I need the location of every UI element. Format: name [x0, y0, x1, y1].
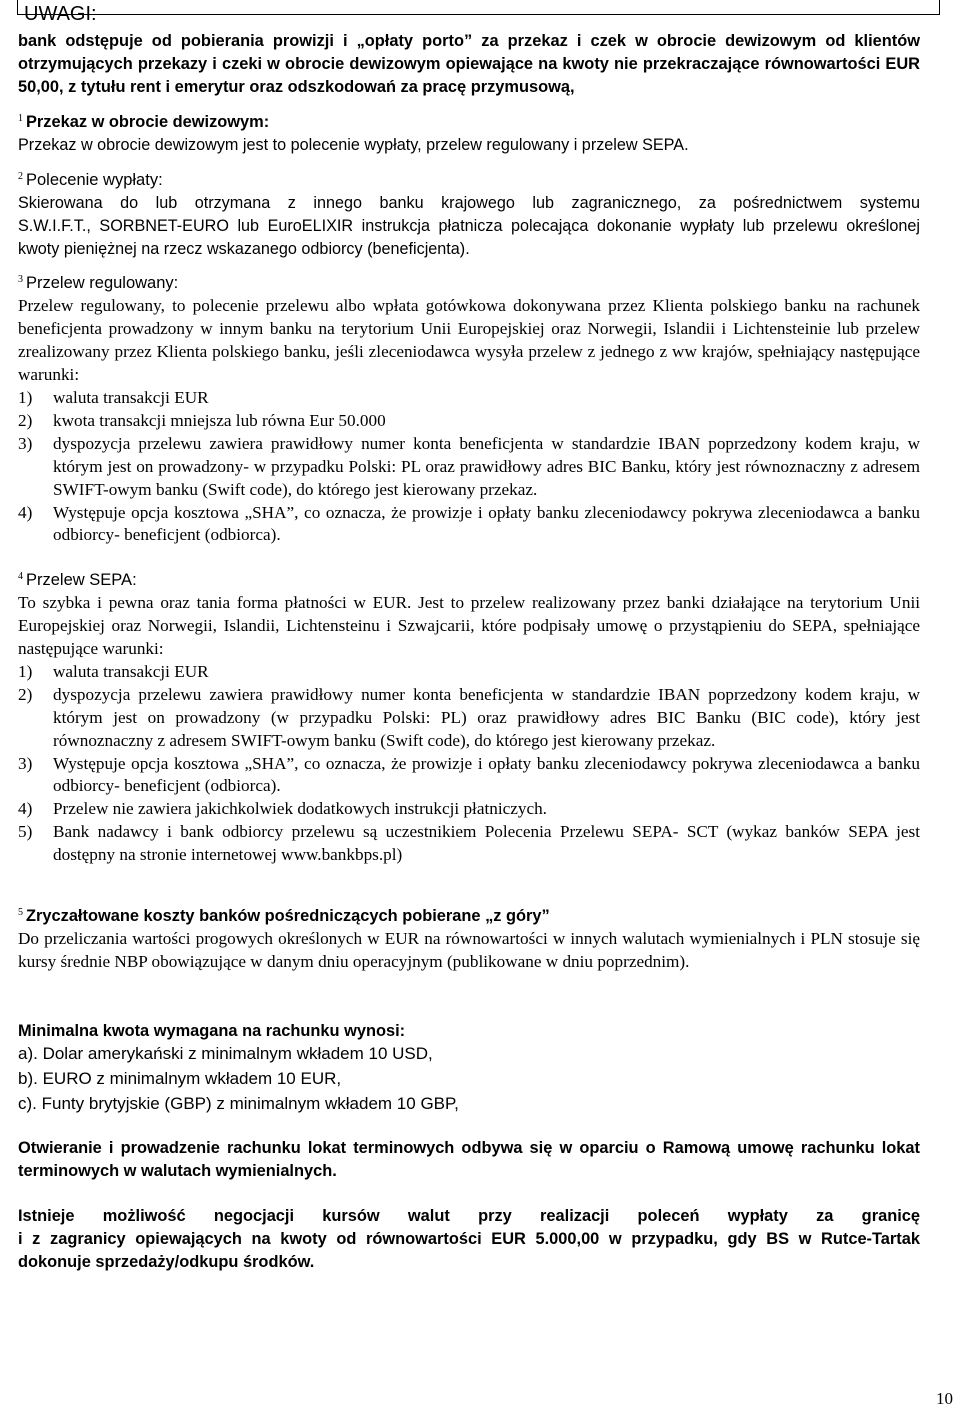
section-1-heading: Przekaz w obrocie dewizowym: — [26, 113, 270, 131]
document-body — [18, 30, 920, 1274]
fx-negotiation-note-line1: Istnieje możliwość negocjacji kursów walut przy realizacji poleceń wypłaty za granicę — [18, 1207, 920, 1226]
list-item: 4) Przelew nie zawiera jakichkolwiek dodatkowych instrukcji płatniczych. — [18, 799, 547, 819]
section-2-title — [18, 169, 920, 192]
footnote-2-marker: 2 — [18, 170, 23, 182]
intro-paragraph: bank odstępuje od pobierania prowizji i „opłaty porto” za przekaz i czek w obrocie dewizowym od klientów otrzymujących przekazy i czeki w obrocie dewizowym opiewające na kwoty nie przekraczające równowartości EUR 50,00, z tytułu rent i emerytur oraz odszkodowań za pracę przymusową, — [18, 32, 920, 96]
list-item: 1) waluta transakcji EUR — [18, 661, 209, 681]
section-5-body: Do przeliczania wartości progowych określonych w EUR na równowartości w innych walutach wymienialnych i PLN stosuje się kursy średnie NBP obowiązujące w danym dniu operacyjnym (publikowane w dniu poprzednim). — [18, 929, 920, 971]
section-5-heading: Zryczałtowane koszty banków pośredniczących pobierane „z góry” — [26, 907, 550, 926]
footnote-4-marker: 4 — [18, 571, 23, 583]
list-item: 3) Występuje opcja kosztowa „SHA”, co oznacza, że prowizje i opłaty banku zleceniodawcy pokrywa zleceniodawca a banku odbiorcy- beneficjent (odbiorca). — [18, 753, 920, 796]
section-3-title — [18, 272, 920, 295]
section-2-body: S.W.I.F.T., SORBNET-EURO lub EuroELIXIR instrukcja płatnicza polecająca dokonanie wypłaty lub przelewu określonej kwoty pieniężnej na rzecz wskazanego odbiorcy (beneficjenta). — [18, 216, 920, 258]
section-4-list — [18, 661, 920, 867]
list-item: 4) Występuje opcja kosztowa „SHA”, co oznacza, że prowizje i opłaty banku zleceniodawcy pokrywa zleceniodawca a banku odbiorcy- beneficjent (odbiorca). — [18, 502, 920, 545]
minimum-balance-list — [18, 1043, 920, 1116]
list-item: c). Funty brytyjskie (GBP) z minimalnym wkładem 10 GBP, — [18, 1093, 459, 1113]
list-item: 5) Bank nadawcy i bank odbiorcy przelewu są uczestnikiem Polecenia Przelewu SEPA- SCT (wykaz banków SEPA jest dostępny na stronie internetowej www.bankbps.pl) — [18, 822, 920, 865]
section-3-heading: Przelew regulowany: — [26, 274, 179, 293]
list-item: 2) dyspozycja przelewu zawiera prawidłowy numer konta beneficjenta w standardzie IBAN poprzedzony kodem kraju, w którym jest on prowadzony (w przypadku Polski: PL) oraz prawidłowy adres BIC Banku (BIC code), który jest równoznaczny z adresem SWIFT-owym banku (Swift code), do którego jest kierowany przekaz. — [18, 684, 920, 750]
section-1-title — [18, 111, 920, 134]
section-4-heading: Przelew SEPA: — [26, 571, 137, 590]
section-2-body-line1: Skierowana do lub otrzymana z innego banku krajowego lub zagranicznego, za pośrednictwem systemu — [18, 193, 920, 212]
header-box — [17, 0, 940, 15]
footnote-5-marker: 5 — [18, 907, 23, 919]
fx-negotiation-note: i z zagranicy opiewających na kwoty od równowartości EUR 5.000,00 w przypadku, gdy BS w Rutce-Tartak dokonuje sprzedaży/odkupu środków. — [18, 1230, 920, 1272]
deposit-note: Otwieranie i prowadzenie rachunku lokat terminowych odbywa się w oparciu o Ramową umowę rachunku lokat terminowych w walutach wymienialnych. — [18, 1139, 920, 1181]
section-4-body: To szybka i pewna oraz tania forma płatności w EUR. Jest to przelew realizowany przez banki działające na terytorium Unii Europejskiej oraz Norwegii, Islandii, Lichtensteinu i Szwajcarii, które podpisały umowę o przystąpieniu do SEPA, spełniające następujące warunki: — [18, 593, 920, 659]
section-5-title — [18, 905, 920, 928]
list-item: 2) kwota transakcji mniejsza lub równa Eur 50.000 — [18, 410, 386, 430]
section-3-body: Przelew regulowany, to polecenie przelewu albo wpłata gotówkowa dokonywana przez Klienta polskiego banku na rachunek beneficjenta prowadzony w innym banku na terytorium Unii Europejskiej oraz Norwegii, Islandii i Lichtensteinie lub przelew zrealizowany przez Klienta polskiego banku, jeśli zleceniodawca wysyła przelew z jednego z ww krajów, spełniający następujące warunki: — [18, 296, 920, 385]
section-2-heading: Polecenie wypłaty: — [26, 170, 163, 189]
list-item: a). Dolar amerykański z minimalnym wkładem 10 USD, — [18, 1043, 433, 1063]
minimum-balance-title: Minimalna kwota wymagana na rachunku wynosi: — [18, 1021, 406, 1040]
list-item: 3) dyspozycja przelewu zawiera prawidłowy numer konta beneficjenta w standardzie IBAN poprzedzony kodem kraju, w którym jest on prowadzony- w przypadku Polski: PL oraz prawidłowy adres BIC Banku, który jest równoznaczny z adresem SWIFT-owym banku (Swift code), do którego jest kierowany przekaz. — [18, 433, 920, 499]
list-item: b). EURO z minimalnym wkładem 10 EUR, — [18, 1068, 342, 1088]
section-3-list — [18, 387, 920, 547]
list-item: 1) waluta transakcji EUR — [18, 387, 209, 407]
page-number: 10 — [936, 1389, 953, 1408]
footnote-3-marker: 3 — [18, 274, 23, 286]
notes-heading: UWAGI: — [24, 3, 97, 25]
footnote-1-marker: 1 — [18, 113, 23, 124]
section-4-title — [18, 569, 920, 592]
section-1-body: Przekaz w obrocie dewizowym jest to polecenie wypłaty, przelew regulowany i przelew SEPA. — [18, 135, 689, 154]
